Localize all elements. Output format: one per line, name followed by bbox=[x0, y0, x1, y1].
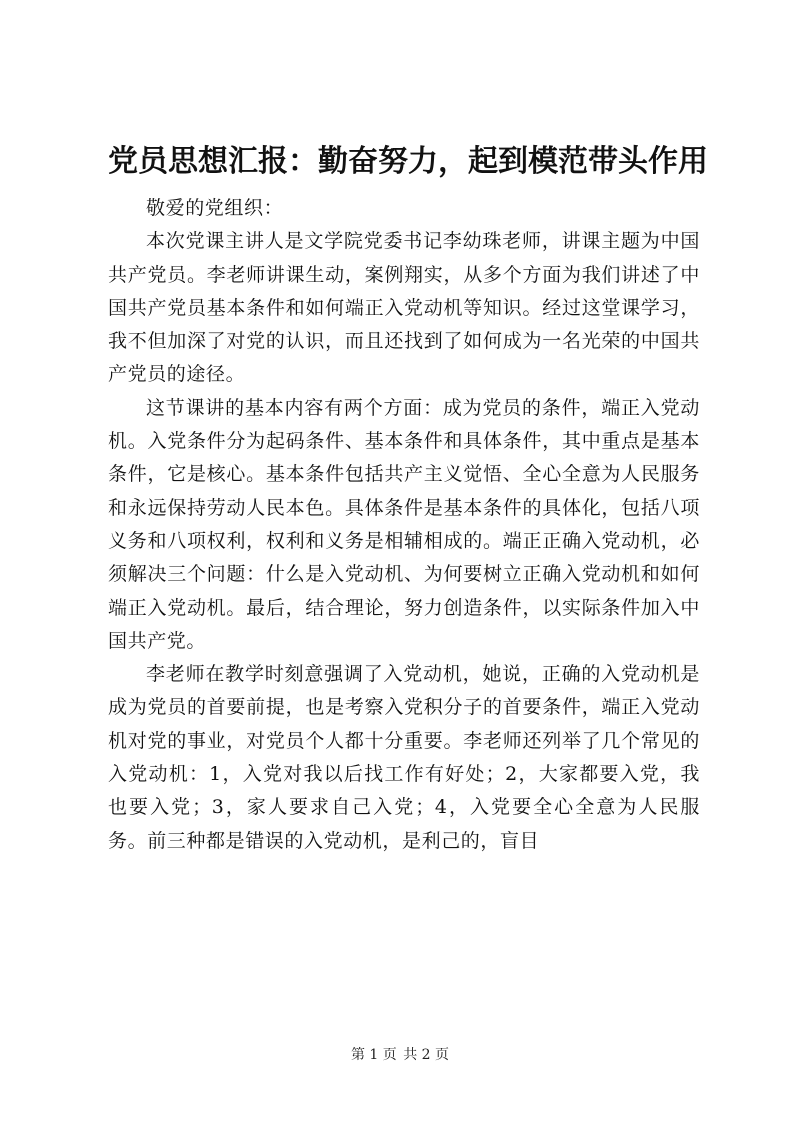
page-footer bbox=[0, 1046, 800, 1064]
document-body bbox=[108, 192, 700, 858]
page-number: 第 1 页 bbox=[350, 1047, 397, 1063]
paragraph-3: 李老师在教学时刻意强调了入党动机，她说，正确的入党动机是成为党员的首要前提，也是考察入党积分子的首要条件，端正入党动机对党的事业，对党员个人都十分重要。李老师还列举了几个常见的入党动机：1，入党对我以后找工作有好处；2，大家都要入党，我也要入党；3，家人要求自己入党；4，入党要全心全意为人民服务。前三种都是错误的入党动机，是利己的，盲目 bbox=[108, 663, 700, 852]
paragraph-1: 本次党课主讲人是文学院党委书记李幼珠老师，讲课主题为中国共产党员。李老师讲课生动，案例翔实，从多个方面为我们讲述了中国共产党员基本条件和如何端正入党动机等知识。经过这堂课学习，我不但加深了对党的认识，而且还找到了如何成为一名光荣的中国共产党员的途径。 bbox=[108, 230, 700, 386]
total-pages: 共 2 页 bbox=[403, 1047, 450, 1063]
salutation: 敬爱的党组织： bbox=[146, 197, 284, 219]
paragraph-2: 这节课讲的基本内容有两个方面：成为党员的条件，端正入党动机。入党条件分为起码条件、基本条件和具体条件，其中重点是基本条件，它是核心。基本条件包括共产主义觉悟、全心全意为人民服务和永远保持劳动人民本色。具体条件是基本条件的具体化，包括八项义务和八项权利，权利和义务是相辅相成的。端正正确入党动机，必须解决三个问题：什么是入党动机、为何要树立正确入党动机和如何端正入党动机。最后，结合理论，努力创造条件，以实际条件加入中国共产党。 bbox=[108, 396, 700, 652]
document-title: 党员思想汇报：勤奋努力，起到模范带头作用 bbox=[108, 144, 708, 179]
